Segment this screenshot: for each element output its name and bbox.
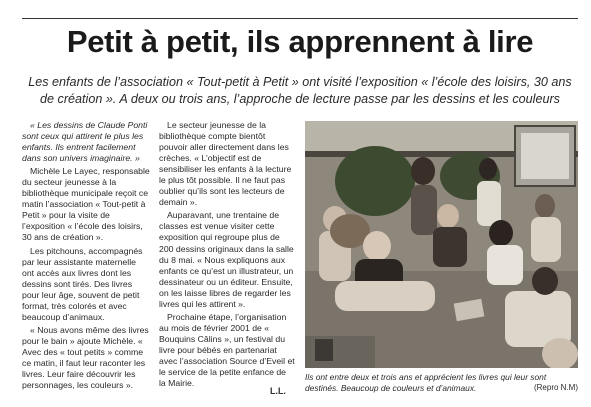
- text-column-2: [159, 120, 295, 391]
- standfirst: Les enfants de l’association « Tout-petit à Petit » ont visité l’exposition « l’école des loisirs, 30 ans de création ». A deux ou trois ans, l’approche de lecture passe par les dessins et les couleurs: [28, 75, 572, 106]
- paragraph: « Nous avons même des livres pour le bain » ajoute Michèle. « Avec des « tout petits » comme ce matin, il faut leur raconter les livres. Leur faire découvrir les personnages, les couleurs ».: [22, 324, 149, 391]
- photo-credit: (Repro N.M): [533, 382, 578, 392]
- headline: Petit à petit, ils apprennent à lire: [66, 24, 534, 59]
- caption-text: Ils ont entre deux et trois ans et apprécient les livres qui leur sont destinés. Beaucoup de couleurs et d’animaux.: [305, 372, 547, 393]
- paragraph: Les pitchouns, accompagnés par leur assistante maternelle ont accès aux livres dont les dessins sont tirés. Des livres pour leur âge, souvent de petit format, très colorés et avec beaucoup d’animaux.: [22, 245, 143, 322]
- text-column-1: [22, 120, 150, 393]
- paragraph: « Les dessins de Claude Ponti sont ceux qui attirent le plus les enfants. Ils entrent facilement dans son univers imaginaire. »: [22, 120, 148, 164]
- byline: L.L.: [270, 386, 286, 396]
- paragraph: Michèle Le Layec, responsable du secteur jeunesse à la bibliothèque municipale reçoit ce matin l’association « Tout-petit à Petit » pour la visite de l’exposition « l’école des loisirs, 30 ans de création ».: [22, 166, 150, 243]
- top-rule: [22, 18, 578, 19]
- paragraph: Le secteur jeunesse de la bibliothèque compte bientôt pouvoir aller directement dans les crèches. « L’objectif est de sensibiliser les enfants à la lecture le plus tôt possible. Il ne faut pas oublier qu’ils sont les lecteurs de demain ».: [159, 120, 292, 208]
- paragraph: Prochaine étape, l’organisation au mois de février 2001 de « Bouquins Câlins », un festival du livre pour bébés en partenariat avec l’association Source d’Eveil et le service de la petite enfance de la Mairie.: [159, 311, 295, 389]
- paragraph: Auparavant, une trentaine de classes est venue visiter cette exposition qui regroupe plus de 200 dessins originaux dans la salle du 8 mai. « Nous expliquons aux enfants ce qu’est un illustrateur, un dessinateur ou un éditeur. Ensuite, on les laisse libres de regarder les livres qui les attirent ».: [159, 210, 294, 309]
- photo-image: [305, 121, 578, 368]
- photo-illustration: [305, 121, 578, 368]
- photo-caption: [305, 372, 578, 393]
